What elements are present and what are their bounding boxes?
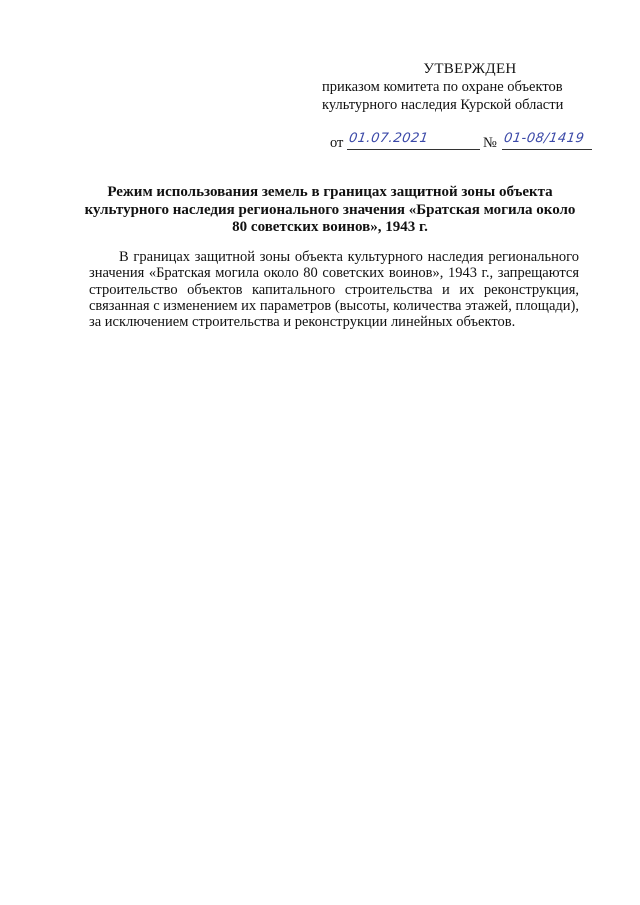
number-handwritten: 01-08/1419 [502, 131, 586, 146]
approval-block [300, 60, 600, 114]
approval-line-2: культурного наследия Курской области [322, 97, 564, 113]
date-field [347, 133, 480, 150]
order-date-number [330, 133, 610, 155]
number-field [502, 133, 592, 150]
document-paragraph: В границах защитной зоны объекта культурного наследия регионального значения «Братская могила около 80 советских воинов», 1943 г., запрещаются строительство объектов капитального строительства и их реконструкция, связанная с изменением их параметров (высоты, количества этажей, площади), за исключением строительства и реконструкции линейных объектов. [89, 249, 579, 331]
approval-title: УТВЕРЖДЕН [423, 61, 517, 77]
date-handwritten: 01.07.2021 [347, 131, 430, 146]
approval-line-1: приказом комитета по охране объектов [322, 79, 563, 95]
document-title: Режим использования земель в границах защитной зоны объекта культурного наследия регионального значения «Братская могила около 80 советских воинов», 1943 г. [84, 184, 576, 235]
date-prefix: от [330, 135, 344, 151]
number-prefix: № [483, 135, 497, 151]
